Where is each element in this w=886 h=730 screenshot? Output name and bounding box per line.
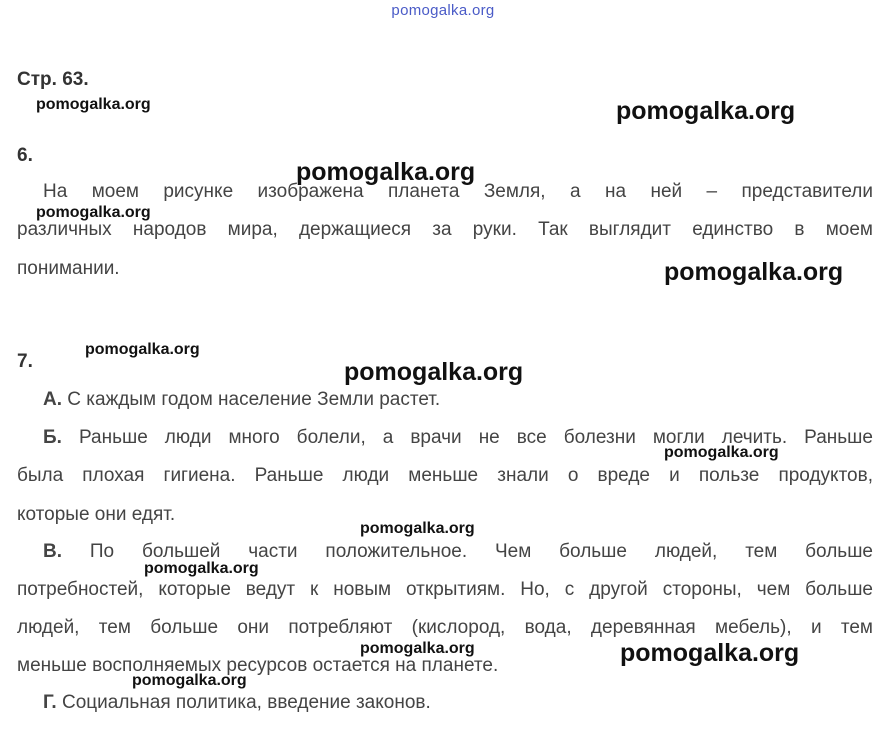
watermark-small: pomogalka.org: [144, 560, 259, 577]
answer-g-label: Г.: [43, 692, 57, 713]
page-label: Стр. 63.: [17, 69, 89, 90]
answer-v-line-2: потребностей, которые ведут к новым открытиям. Но, с другой стороны, чем больше: [17, 579, 873, 600]
task-6-line-3: понимании.: [17, 258, 120, 279]
watermark-small: pomogalka.org: [664, 444, 779, 461]
watermark-small: pomogalka.org: [36, 204, 151, 221]
watermark-small: pomogalka.org: [360, 520, 475, 537]
watermark-small: pomogalka.org: [132, 672, 247, 689]
answer-v-line-4: меньше восполняемых ресурсов остается на планете.: [17, 655, 499, 676]
task-6-number: 6.: [17, 145, 33, 166]
answer-a-label: А.: [43, 389, 62, 410]
answer-b-text-1: Раньше люди много болели, а врачи не все болезни могли лечить. Раньше: [78, 427, 873, 448]
task-6-line-1: На моем рисунке изображена планета Земля, а на ней – представители: [43, 181, 873, 202]
watermark-large: pomogalka.org: [664, 258, 844, 286]
watermark-small: pomogalka.org: [36, 96, 151, 113]
answer-b-line-2: была плохая гигиена. Раньше люди меньше знали о вреде и пользе продуктов,: [17, 465, 873, 486]
answer-v-text-1: По большей части положительное. Чем больше людей, тем больше: [89, 541, 874, 562]
answer-v-line-3: людей, тем больше они потребляют (кислород, вода, деревянная мебель), и тем: [17, 617, 873, 638]
answer-g: [43, 692, 431, 714]
answer-v-label: В.: [43, 541, 62, 562]
answer-b-line-3: которые они едят.: [17, 504, 176, 525]
watermark-large: pomogalka.org: [616, 97, 796, 125]
watermark-large: pomogalka.org: [620, 639, 800, 667]
answer-a: [43, 389, 440, 411]
watermark-small: pomogalka.org: [360, 640, 475, 657]
answer-b-label: Б.: [43, 427, 62, 448]
task-7-number: 7.: [17, 351, 33, 372]
answer-g-text: Социальная политика, введение законов.: [61, 692, 431, 713]
top-watermark: pomogalka.org: [391, 2, 495, 19]
watermark-large: pomogalka.org: [296, 158, 476, 186]
answer-a-text: С каждым годом население Земли растет.: [67, 389, 441, 410]
watermark-small: pomogalka.org: [85, 341, 200, 358]
watermark-large: pomogalka.org: [344, 358, 524, 386]
task-6-line-2: различных народов мира, держащиеся за руки. Так выглядит единство в моем: [17, 219, 873, 240]
